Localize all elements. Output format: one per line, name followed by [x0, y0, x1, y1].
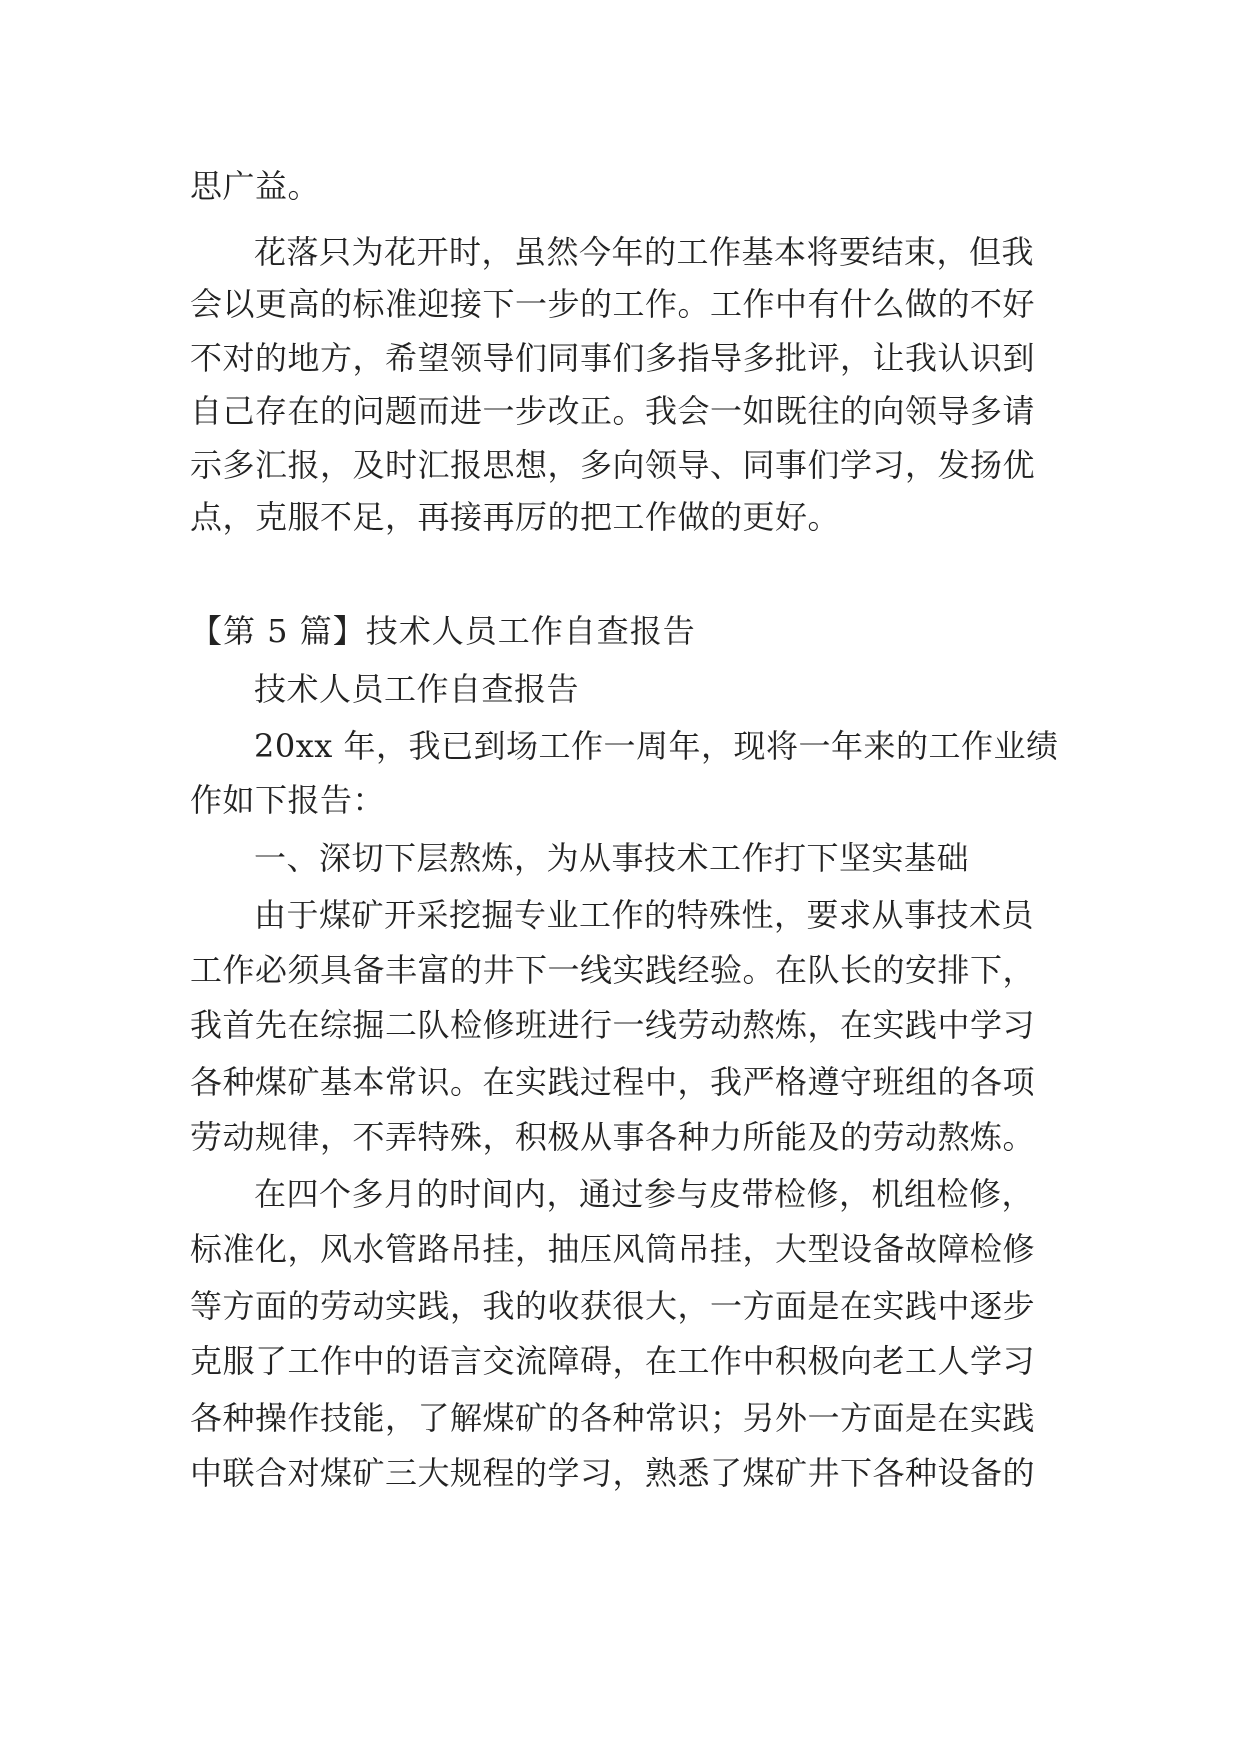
closing-paragraph-line: 会以更高的标准迎接下一步的工作。工作中有什么做的不好: [190, 285, 1036, 323]
closing-paragraph-line: 自己存在的问题而进一步改正。我会一如既往的向领导多请: [190, 392, 1036, 430]
closing-paragraph-line: 点，克服不足，再接再厉的把工作做的更好。: [190, 498, 841, 536]
closing-paragraph-line: 示多汇报，及时汇报思想，多向领导、同事们学习，发扬优: [190, 446, 1036, 484]
body-paragraph-line: 我首先在综掘二队检修班进行一线劳动熬炼，在实践中学习: [190, 1006, 1036, 1044]
body-paragraph-line: 克服了工作中的语言交流障碍，在工作中积极向老工人学习: [190, 1342, 1036, 1380]
intro-paragraph-line: 20xx 年，我已到场工作一周年，现将一年来的工作业绩: [254, 727, 1059, 765]
body-paragraph-line: 由于煤矿开采挖掘专业工作的特殊性，要求从事技术员: [254, 896, 1035, 934]
body-paragraph-line: 中联合对煤矿三大规程的学习，熟悉了煤矿井下各种设备的: [190, 1454, 1036, 1492]
body-paragraph-line: 各种操作技能，了解煤矿的各种常识；另外一方面是在实践: [190, 1399, 1036, 1437]
intro-paragraph-line: 作如下报告：: [190, 781, 386, 819]
body-paragraph-line: 等方面的劳动实践，我的收获很大，一方面是在实践中逐步: [190, 1287, 1036, 1325]
closing-paragraph-line: 花落只为花开时，虽然今年的工作基本将要结束，但我: [254, 233, 1035, 271]
body-paragraph-line: 标准化，风水管路吊挂，抽压风筒吊挂，大型设备故障检修: [190, 1230, 1036, 1268]
body-paragraph-line: 各种煤矿基本常识。在实践过程中，我严格遵守班组的各项: [190, 1063, 1036, 1101]
body-paragraph-line: 工作必须具备丰富的井下一线实践经验。在队长的安排下，: [190, 951, 1036, 989]
closing-paragraph-line: 不对的地方，希望领导们同事们多指导多批评，让我认识到: [190, 339, 1036, 377]
paragraph-continuation-line: 思广益。: [190, 167, 321, 205]
body-paragraph-line: 劳动规律，不弄特殊，积极从事各种力所能及的劳动熬炼。: [190, 1118, 1036, 1156]
sub-heading: 一、深切下层熬炼，为从事技术工作打下坚实基础: [254, 839, 970, 877]
body-paragraph-line: 在四个多月的时间内，通过参与皮带检修，机组检修，: [254, 1175, 1035, 1213]
section-heading: 【第 5 篇】技术人员工作自查报告: [190, 612, 696, 650]
document-title: 技术人员工作自查报告: [254, 670, 580, 708]
